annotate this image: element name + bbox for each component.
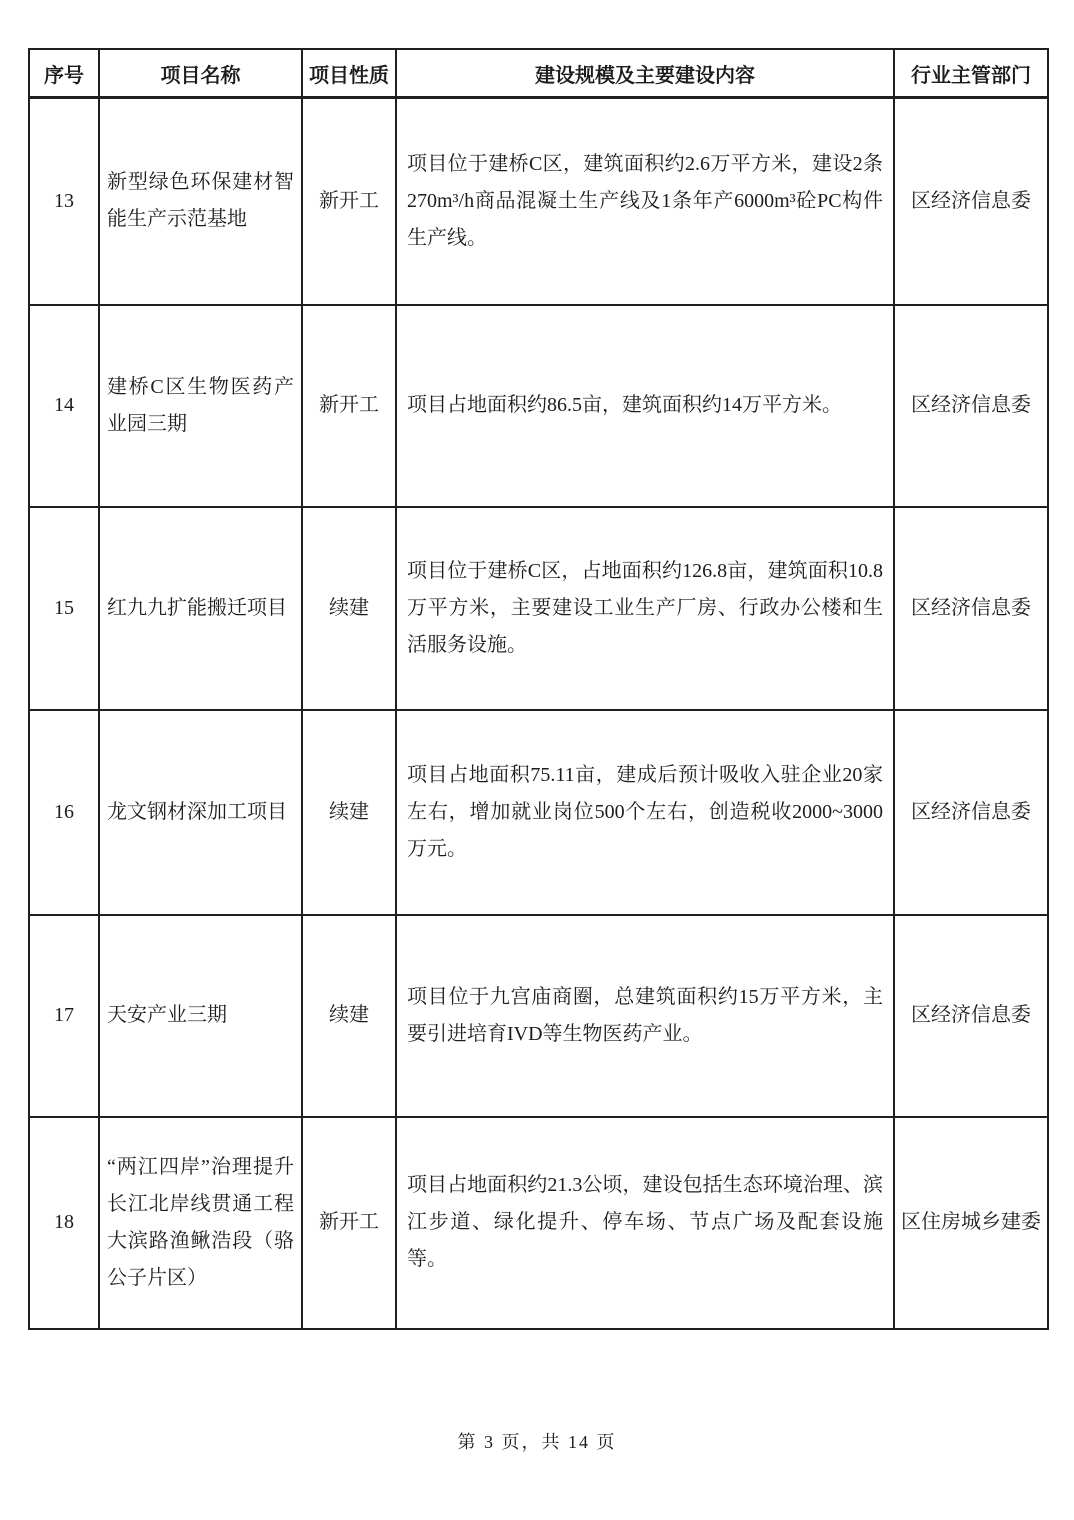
table-row bbox=[29, 507, 1048, 710]
cell-serial-number: 15 bbox=[29, 507, 99, 710]
cell-department: 区经济信息委 bbox=[894, 915, 1048, 1117]
cell-project-name: 红九九扩能搬迁项目 bbox=[99, 507, 302, 710]
cell-serial-number: 17 bbox=[29, 915, 99, 1117]
cell-construction-content: 项目位于九宫庙商圈，总建筑面积约15万平方米，主要引进培育IVD等生物医药产业。 bbox=[396, 915, 894, 1117]
cell-project-nature: 新开工 bbox=[302, 98, 396, 305]
table-row bbox=[29, 710, 1048, 915]
cell-project-nature: 新开工 bbox=[302, 1117, 396, 1329]
cell-serial-number: 18 bbox=[29, 1117, 99, 1329]
cell-construction-content: 项目位于建桥C区，占地面积约126.8亩，建筑面积10.8万平方米，主要建设工业生产厂房、行政办公楼和生活服务设施。 bbox=[396, 507, 894, 710]
cell-project-nature: 续建 bbox=[302, 710, 396, 915]
cell-department: 区经济信息委 bbox=[894, 507, 1048, 710]
cell-serial-number: 16 bbox=[29, 710, 99, 915]
cell-serial-number: 13 bbox=[29, 98, 99, 305]
header-cell-content: 建设规模及主要建设内容 bbox=[396, 49, 894, 98]
cell-project-name: 新型绿色环保建材智能生产示范基地 bbox=[99, 98, 302, 305]
table-row bbox=[29, 1117, 1048, 1329]
cell-project-nature: 续建 bbox=[302, 507, 396, 710]
header-cell-name: 项目名称 bbox=[99, 49, 302, 98]
table-header-row bbox=[29, 49, 1048, 98]
cell-department: 区经济信息委 bbox=[894, 305, 1048, 507]
cell-project-nature: 续建 bbox=[302, 915, 396, 1117]
cell-department: 区经济信息委 bbox=[894, 710, 1048, 915]
cell-construction-content: 项目占地面积约86.5亩，建筑面积约14万平方米。 bbox=[396, 305, 894, 507]
cell-department: 区经济信息委 bbox=[894, 98, 1048, 305]
cell-project-name: 建桥C区生物医药产业园三期 bbox=[99, 305, 302, 507]
table-row bbox=[29, 915, 1048, 1117]
cell-project-name: 龙文钢材深加工项目 bbox=[99, 710, 302, 915]
cell-department: 区住房城乡建委 bbox=[894, 1117, 1048, 1329]
page-number-footer: 第 3 页，共 14 页 bbox=[457, 1432, 617, 1452]
table-row bbox=[29, 305, 1048, 507]
table-row bbox=[29, 98, 1048, 305]
cell-serial-number: 14 bbox=[29, 305, 99, 507]
cell-project-nature: 新开工 bbox=[302, 305, 396, 507]
cell-construction-content: 项目占地面积约21.3公顷，建设包括生态环境治理、滨江步道、绿化提升、停车场、节点广场及配套设施等。 bbox=[396, 1117, 894, 1329]
cell-project-name: “两江四岸”治理提升长江北岸线贯通工程大滨路渔鳅浩段（骆公子片区） bbox=[99, 1117, 302, 1329]
header-cell-nature: 项目性质 bbox=[302, 49, 396, 98]
project-table bbox=[28, 48, 1049, 1330]
cell-construction-content: 项目位于建桥C区，建筑面积约2.6万平方米，建设2条270m³/h商品混凝土生产线及1条年产6000m³砼PC构件生产线。 bbox=[396, 98, 894, 305]
cell-project-name: 天安产业三期 bbox=[99, 915, 302, 1117]
header-cell-dept: 行业主管部门 bbox=[894, 49, 1048, 98]
header-cell-no: 序号 bbox=[29, 49, 99, 98]
cell-construction-content: 项目占地面积75.11亩，建成后预计吸收入驻企业20家左右，增加就业岗位500个左右，创造税收2000~3000万元。 bbox=[396, 710, 894, 915]
